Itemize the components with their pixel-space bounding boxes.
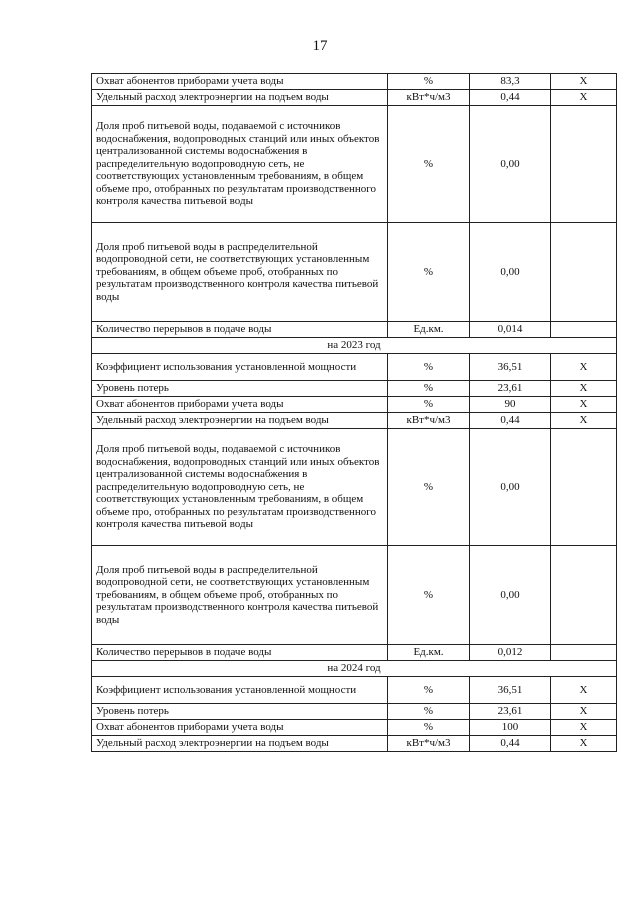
indicator-mark: X xyxy=(551,381,617,397)
table-row xyxy=(92,381,617,397)
indicator-unit: % xyxy=(388,381,470,397)
indicator-mark: X xyxy=(551,413,617,429)
indicator-unit: % xyxy=(388,223,470,322)
indicator-unit: кВт*ч/м3 xyxy=(388,413,470,429)
indicator-value: 23,61 xyxy=(470,704,551,720)
indicator-name: Доля проб питьевой воды, подаваемой с источников водоснабжения, водопроводных станций или иных объектов централизованной системы водоснабжения в распределительную водопроводную сеть, не соответствующих установленным требованиям, в общем объеме про, отобранных по результатам производственного контроля качества питьевой воды xyxy=(92,429,388,546)
indicator-unit: Ед.км. xyxy=(388,322,470,338)
indicator-unit: кВт*ч/м3 xyxy=(388,736,470,752)
indicator-name: Коэффициент использования установленной мощности xyxy=(92,354,388,381)
indicator-mark: X xyxy=(551,354,617,381)
indicators-table xyxy=(91,73,617,752)
indicator-mark: X xyxy=(551,677,617,704)
indicator-mark: X xyxy=(551,397,617,413)
section-row xyxy=(92,338,617,354)
indicator-mark: X xyxy=(551,74,617,90)
indicator-name: Уровень потерь xyxy=(92,704,388,720)
indicator-value: 36,51 xyxy=(470,354,551,381)
indicator-name: Удельный расход электроэнергии на подъем воды xyxy=(92,413,388,429)
indicator-unit: % xyxy=(388,720,470,736)
indicator-name: Количество перерывов в подаче воды xyxy=(92,645,388,661)
indicator-mark xyxy=(551,645,617,661)
indicator-mark xyxy=(551,546,617,645)
table-row xyxy=(92,677,617,704)
indicator-value: 100 xyxy=(470,720,551,736)
indicator-unit: % xyxy=(388,429,470,546)
indicator-unit: % xyxy=(388,106,470,223)
indicator-mark: X xyxy=(551,736,617,752)
table-row xyxy=(92,74,617,90)
indicator-name: Доля проб питьевой воды, подаваемой с источников водоснабжения, водопроводных станций или иных объектов централизованной системы водоснабжения в распределительную водопроводную сеть, не соответствующих установленным требованиям, в общем объеме про, отобранных по результатам производственного контроля качества питьевой воды xyxy=(92,106,388,223)
table-row xyxy=(92,720,617,736)
indicator-value: 83,3 xyxy=(470,74,551,90)
indicator-value: 0,44 xyxy=(470,413,551,429)
section-label: на 2024 год xyxy=(92,661,617,677)
indicator-name: Коэффициент использования установленной мощности xyxy=(92,677,388,704)
indicator-unit: кВт*ч/м3 xyxy=(388,90,470,106)
table-row xyxy=(92,645,617,661)
indicator-mark xyxy=(551,106,617,223)
indicator-name: Удельный расход электроэнергии на подъем воды xyxy=(92,90,388,106)
indicator-value: 0,014 xyxy=(470,322,551,338)
indicator-value: 23,61 xyxy=(470,381,551,397)
indicator-mark: X xyxy=(551,704,617,720)
section-label: на 2023 год xyxy=(92,338,617,354)
indicator-name: Уровень потерь xyxy=(92,381,388,397)
table-row xyxy=(92,736,617,752)
indicator-name: Охват абонентов приборами учета воды xyxy=(92,74,388,90)
table-row xyxy=(92,354,617,381)
table-row xyxy=(92,546,617,645)
indicator-value: 0,00 xyxy=(470,546,551,645)
indicator-mark: X xyxy=(551,90,617,106)
table-row xyxy=(92,429,617,546)
indicator-value: 0,00 xyxy=(470,429,551,546)
page-number: 17 xyxy=(312,38,328,54)
section-row xyxy=(92,661,617,677)
table-row xyxy=(92,322,617,338)
table-row xyxy=(92,223,617,322)
indicator-value: 0,44 xyxy=(470,90,551,106)
table-row xyxy=(92,413,617,429)
table-row xyxy=(92,704,617,720)
indicator-unit: % xyxy=(388,74,470,90)
indicator-unit: Ед.км. xyxy=(388,645,470,661)
indicator-unit: % xyxy=(388,677,470,704)
indicator-name: Удельный расход электроэнергии на подъем воды xyxy=(92,736,388,752)
table-row xyxy=(92,106,617,223)
indicator-mark xyxy=(551,223,617,322)
indicator-unit: % xyxy=(388,354,470,381)
indicator-unit: % xyxy=(388,704,470,720)
indicator-unit: % xyxy=(388,546,470,645)
indicator-value: 0,00 xyxy=(470,106,551,223)
indicator-mark xyxy=(551,322,617,338)
indicator-name: Доля проб питьевой воды в распределительной водопроводной сети, не соответствующих установленным требованиям, в общем объеме проб, отобранных по результатам производственного контроля качества питьевой воды xyxy=(92,223,388,322)
table-row xyxy=(92,397,617,413)
indicator-mark: X xyxy=(551,720,617,736)
indicator-value: 0,012 xyxy=(470,645,551,661)
table-row xyxy=(92,90,617,106)
indicator-value: 0,44 xyxy=(470,736,551,752)
indicator-value: 90 xyxy=(470,397,551,413)
indicator-value: 0,00 xyxy=(470,223,551,322)
indicator-value: 36,51 xyxy=(470,677,551,704)
indicators-table-body xyxy=(92,74,617,752)
indicator-mark xyxy=(551,429,617,546)
indicator-name: Количество перерывов в подаче воды xyxy=(92,322,388,338)
indicator-name: Доля проб питьевой воды в распределительной водопроводной сети, не соответствующих установленным требованиям, в общем объеме проб, отобранных по результатам производственного контроля качества питьевой воды xyxy=(92,546,388,645)
indicator-name: Охват абонентов приборами учета воды xyxy=(92,720,388,736)
indicator-name: Охват абонентов приборами учета воды xyxy=(92,397,388,413)
indicator-unit: % xyxy=(388,397,470,413)
